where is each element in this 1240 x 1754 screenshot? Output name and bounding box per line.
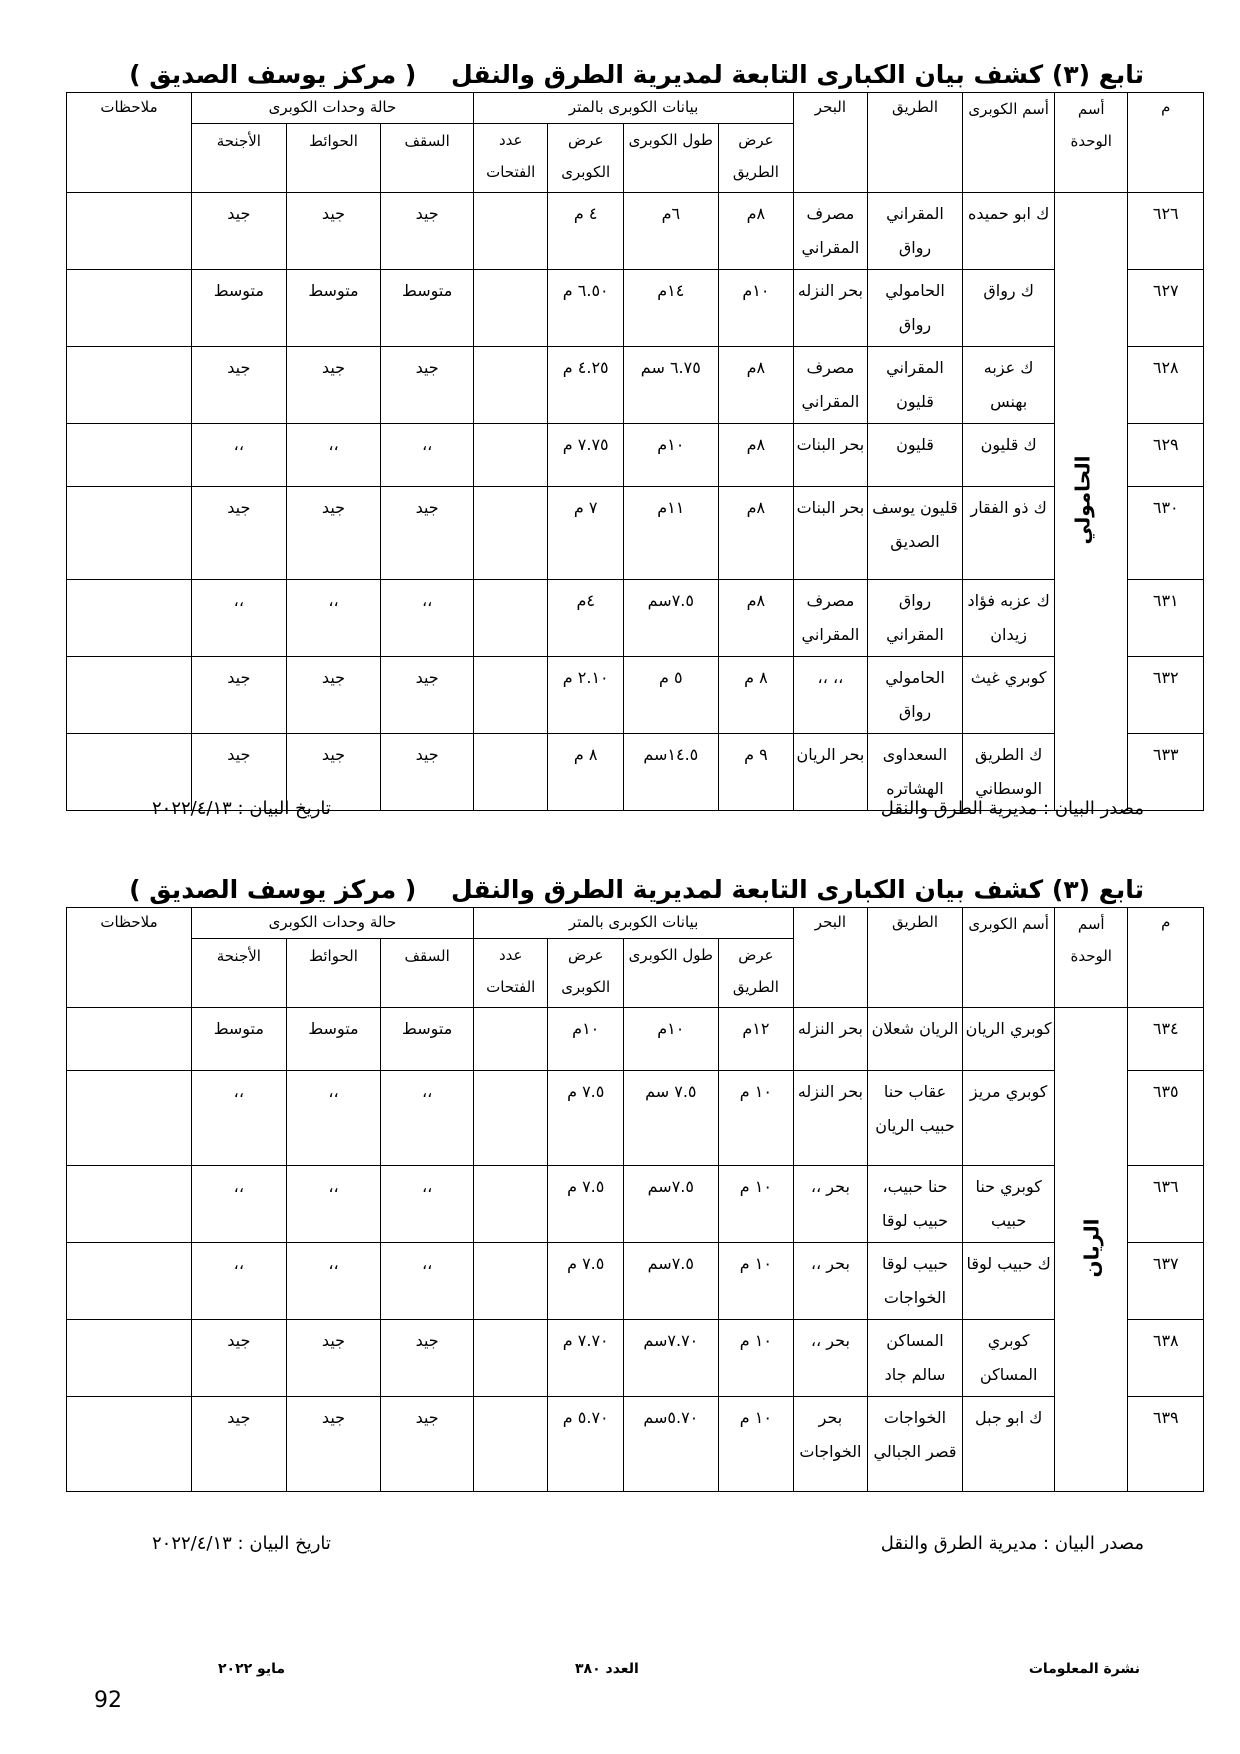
row-number-cell: ٦٣٣ — [1128, 734, 1204, 811]
notes-cell — [67, 1071, 192, 1166]
road-cell: المقراني قليون — [867, 347, 963, 424]
canal-cell: بحر الريان — [794, 734, 868, 811]
roof-condition-cell: ،، — [381, 1166, 474, 1243]
bridge-name-cell: ك ذو الفقار — [963, 487, 1055, 580]
header-bridge-name: أسم الكوبرى — [963, 908, 1055, 1008]
bridges-section-2 — [66, 875, 1204, 1555]
walls-condition-cell: جيد — [286, 347, 381, 424]
road-width-cell: ٨م — [718, 580, 794, 657]
row-number-cell: ٦٣٨ — [1128, 1320, 1204, 1397]
row-number-cell: ٦٢٨ — [1128, 347, 1204, 424]
road-width-cell: ١٠ م — [718, 1243, 794, 1320]
data-date: تاريخ البيان : ٢٠٢٢/٤/١٣ — [152, 1533, 331, 1554]
road-width-cell: ١٠ م — [718, 1320, 794, 1397]
roof-condition-cell: جيد — [381, 193, 474, 270]
row-number-cell: ٦٣٧ — [1128, 1243, 1204, 1320]
walls-condition-cell: جيد — [286, 657, 381, 734]
canal-cell: بحر النزله — [794, 1071, 868, 1166]
header-road: الطريق — [867, 93, 963, 193]
section-title-text: تابع (٣) كشف بيان الكبارى التابعة لمديرية الطرق والنقل — [451, 60, 1144, 89]
section-title — [129, 60, 1144, 89]
bridge-name-cell: كوبري حنا حبيب — [963, 1166, 1055, 1243]
bridge-name-cell: كوبري مريز — [963, 1071, 1055, 1166]
notes-cell — [67, 347, 192, 424]
road-cell: السعداوى الهشاتره — [867, 734, 963, 811]
bridge-width-cell: ٤م — [548, 580, 624, 657]
road-width-cell: ١٠ م — [718, 1397, 794, 1492]
roof-condition-cell: جيد — [381, 657, 474, 734]
roof-condition-cell: ،، — [381, 1243, 474, 1320]
bridge-length-cell: ١٤.٥سم — [623, 734, 718, 811]
bridge-width-cell: ٤ م — [548, 193, 624, 270]
header-unit: أسم الوحدة — [1054, 908, 1128, 1008]
table-row — [67, 1008, 1204, 1071]
walls-condition-cell: جيد — [286, 487, 381, 580]
table-row — [67, 1166, 1204, 1243]
table-row — [67, 580, 1204, 657]
openings-count-cell — [473, 270, 548, 347]
row-number-cell: ٦٣٥ — [1128, 1071, 1204, 1166]
notes-cell — [67, 580, 192, 657]
unit-name: الريان — [1079, 1218, 1104, 1277]
bridge-name-cell: ك رواق — [963, 270, 1055, 347]
data-source: مصدر البيان : مديرية الطرق والنقل — [880, 1533, 1144, 1554]
header-no: م — [1128, 93, 1204, 193]
road-width-cell: ١٢م — [718, 1008, 794, 1071]
header-bridge-length: طول الكوبرى — [623, 124, 718, 193]
table-row — [67, 1320, 1204, 1397]
bridge-name-cell: ك حبيب لوقا — [963, 1243, 1055, 1320]
bridge-length-cell: ٧.٥سم — [623, 1243, 718, 1320]
openings-count-cell — [473, 734, 548, 811]
road-cell: قليون — [867, 424, 963, 487]
bridge-width-cell: ٤.٢٥ م — [548, 347, 624, 424]
road-width-cell: ١٠ م — [718, 1166, 794, 1243]
header-wings: الأجنحة — [191, 124, 286, 193]
table-row — [67, 1071, 1204, 1166]
canal-cell: مصرف المقراني — [794, 347, 868, 424]
section-center-name: ( مركز يوسف الصديق ) — [129, 875, 417, 904]
row-number-cell: ٦٣٠ — [1128, 487, 1204, 580]
openings-count-cell — [473, 1243, 548, 1320]
walls-condition-cell: جيد — [286, 734, 381, 811]
road-width-cell: ٩ م — [718, 734, 794, 811]
road-cell: حبيب لوقا الخواجات — [867, 1243, 963, 1320]
bridge-width-cell: ٧.٥ م — [548, 1166, 624, 1243]
bridge-width-cell: ٥.٧٠ م — [548, 1397, 624, 1492]
issue-number: العدد ٣٨٠ — [575, 1661, 639, 1677]
road-width-cell: ١٠م — [718, 270, 794, 347]
openings-count-cell — [473, 1071, 548, 1166]
section-title-text: تابع (٣) كشف بيان الكبارى التابعة لمديرية الطرق والنقل — [451, 875, 1144, 904]
canal-cell: مصرف المقراني — [794, 193, 868, 270]
row-number-cell: ٦٢٩ — [1128, 424, 1204, 487]
road-cell: عقاب حنا حبيب الريان — [867, 1071, 963, 1166]
header-bridge-width: عرض الكوبرى — [548, 124, 624, 193]
wings-condition-cell: ،، — [191, 580, 286, 657]
header-notes: ملاحظات — [67, 93, 192, 193]
header-road: الطريق — [867, 908, 963, 1008]
unit-cell — [1054, 1008, 1128, 1492]
section-title — [129, 875, 1144, 904]
table-row — [67, 424, 1204, 487]
bridge-width-cell: ٦.٥٠ م — [548, 270, 624, 347]
bridge-width-cell: ٧.٥ م — [548, 1243, 624, 1320]
walls-condition-cell: متوسط — [286, 270, 381, 347]
bridge-width-cell: ٢.١٠ م — [548, 657, 624, 734]
openings-count-cell — [473, 487, 548, 580]
bridge-length-cell: ٧.٥سم — [623, 1166, 718, 1243]
openings-count-cell — [473, 1008, 548, 1071]
bridge-name-cell: ك عزبه بهنس — [963, 347, 1055, 424]
road-width-cell: ١٠ م — [718, 1071, 794, 1166]
page-footer — [0, 1661, 1240, 1685]
table-row — [67, 487, 1204, 580]
bridge-length-cell: ٧.٥ سم — [623, 1071, 718, 1166]
bridge-name-cell: كوبري غيث — [963, 657, 1055, 734]
wings-condition-cell: جيد — [191, 193, 286, 270]
page-number: 92 — [94, 1688, 122, 1713]
bridge-name-cell: كوبري الريان — [963, 1008, 1055, 1071]
canal-cell: بحر ،، — [794, 1320, 868, 1397]
bridges-section-1 — [66, 60, 1204, 830]
walls-condition-cell: جيد — [286, 193, 381, 270]
data-source: مصدر البيان : مديرية الطرق والنقل — [880, 798, 1144, 819]
canal-cell: مصرف المقراني — [794, 580, 868, 657]
bridge-width-cell: ٧.٧٥ م — [548, 424, 624, 487]
bridge-width-cell: ٨ م — [548, 734, 624, 811]
issue-month: مايو ٢٠٢٢ — [218, 1661, 286, 1677]
roof-condition-cell: متوسط — [381, 1008, 474, 1071]
table-row — [67, 657, 1204, 734]
canal-cell: بحر البنات — [794, 487, 868, 580]
header-canal: البحر — [794, 93, 868, 193]
table-header — [67, 93, 1204, 193]
header-wings: الأجنحة — [191, 939, 286, 1008]
walls-condition-cell: جيد — [286, 1320, 381, 1397]
roof-condition-cell: ،، — [381, 424, 474, 487]
section-center-name: ( مركز يوسف الصديق ) — [129, 60, 417, 89]
notes-cell — [67, 657, 192, 734]
wings-condition-cell: ،، — [191, 1071, 286, 1166]
roof-condition-cell: متوسط — [381, 270, 474, 347]
unit-name: الحامولي — [1070, 455, 1094, 544]
notes-cell — [67, 1243, 192, 1320]
road-width-cell: ٨م — [718, 487, 794, 580]
unit-cell — [1054, 193, 1128, 811]
wings-condition-cell: جيد — [191, 1320, 286, 1397]
notes-cell — [67, 1166, 192, 1243]
bridge-length-cell: ١٠م — [623, 1008, 718, 1071]
road-cell: الخواجات قصر الجبالي — [867, 1397, 963, 1492]
header-openings: عدد الفتحات — [473, 124, 548, 193]
header-notes: ملاحظات — [67, 908, 192, 1008]
bridge-length-cell: ٦.٧٥ سم — [623, 347, 718, 424]
notes-cell — [67, 1008, 192, 1071]
publication-name: نشرة المعلومات — [1028, 1661, 1140, 1677]
notes-cell — [67, 1397, 192, 1492]
bridge-name-cell: كوبري المساكن — [963, 1320, 1055, 1397]
wings-condition-cell: ،، — [191, 424, 286, 487]
row-number-cell: ٦٣٦ — [1128, 1166, 1204, 1243]
data-date: تاريخ البيان : ٢٠٢٢/٤/١٣ — [152, 798, 331, 819]
canal-cell: بحر النزله — [794, 270, 868, 347]
openings-count-cell — [473, 657, 548, 734]
notes-cell — [67, 424, 192, 487]
road-width-cell: ٨م — [718, 193, 794, 270]
wings-condition-cell: جيد — [191, 734, 286, 811]
walls-condition-cell: ،، — [286, 580, 381, 657]
wings-condition-cell: جيد — [191, 1397, 286, 1492]
table-row — [67, 1243, 1204, 1320]
header-condition: حالة وحدات الكوبرى — [191, 908, 473, 939]
header-unit: أسم الوحدة — [1054, 93, 1128, 193]
header-bridge-width: عرض الكوبرى — [548, 939, 624, 1008]
road-cell: الحامولي رواق — [867, 270, 963, 347]
wings-condition-cell: ،، — [191, 1243, 286, 1320]
header-bridge-data: بيانات الكوبرى بالمتر — [473, 908, 793, 939]
walls-condition-cell: ،، — [286, 1243, 381, 1320]
walls-condition-cell: ،، — [286, 1166, 381, 1243]
road-width-cell: ٨م — [718, 347, 794, 424]
bridge-name-cell: ك ابو حميده — [963, 193, 1055, 270]
bridge-length-cell: ٥.٧٠سم — [623, 1397, 718, 1492]
wings-condition-cell: جيد — [191, 487, 286, 580]
roof-condition-cell: جيد — [381, 734, 474, 811]
row-number-cell: ٦٢٦ — [1128, 193, 1204, 270]
header-bridge-name: أسم الكوبرى — [963, 93, 1055, 193]
notes-cell — [67, 193, 192, 270]
row-number-cell: ٦٣٤ — [1128, 1008, 1204, 1071]
walls-condition-cell: جيد — [286, 1397, 381, 1492]
openings-count-cell — [473, 1166, 548, 1243]
road-width-cell: ٨م — [718, 424, 794, 487]
openings-count-cell — [473, 424, 548, 487]
bridge-width-cell: ٧.٧٠ م — [548, 1320, 624, 1397]
header-roof: السقف — [381, 124, 474, 193]
row-number-cell: ٦٢٧ — [1128, 270, 1204, 347]
header-road-width: عرض الطريق — [718, 939, 794, 1008]
table-row — [67, 347, 1204, 424]
header-canal: البحر — [794, 908, 868, 1008]
road-cell: المساكن سالم جاد — [867, 1320, 963, 1397]
roof-condition-cell: جيد — [381, 1397, 474, 1492]
canal-cell: بحر النزله — [794, 1008, 868, 1071]
openings-count-cell — [473, 1397, 548, 1492]
road-cell: قليون يوسف الصديق — [867, 487, 963, 580]
road-cell: الريان شعلان — [867, 1008, 963, 1071]
header-bridge-data: بيانات الكوبرى بالمتر — [473, 93, 793, 124]
bridge-name-cell: ك عزبه فؤاد زيدان — [963, 580, 1055, 657]
walls-condition-cell: متوسط — [286, 1008, 381, 1071]
roof-condition-cell: جيد — [381, 347, 474, 424]
row-number-cell: ٦٣٩ — [1128, 1397, 1204, 1492]
wings-condition-cell: ،، — [191, 1166, 286, 1243]
canal-cell: بحر الخواجات — [794, 1397, 868, 1492]
header-walls: الحوائط — [286, 939, 381, 1008]
table-body — [67, 1008, 1204, 1492]
header-roof: السقف — [381, 939, 474, 1008]
road-cell: رواق المقراني — [867, 580, 963, 657]
canal-cell: بحر البنات — [794, 424, 868, 487]
bridges-table — [66, 907, 1204, 1492]
header-condition: حالة وحدات الكوبرى — [191, 93, 473, 124]
bridge-length-cell: ٦م — [623, 193, 718, 270]
header-openings: عدد الفتحات — [473, 939, 548, 1008]
openings-count-cell — [473, 1320, 548, 1397]
canal-cell: بحر ،، — [794, 1243, 868, 1320]
bridge-width-cell: ١٠م — [548, 1008, 624, 1071]
roof-condition-cell: جيد — [381, 487, 474, 580]
header-road-width: عرض الطريق — [718, 124, 794, 193]
road-width-cell: ٨ م — [718, 657, 794, 734]
notes-cell — [67, 487, 192, 580]
walls-condition-cell: ،، — [286, 1071, 381, 1166]
roof-condition-cell: ،، — [381, 1071, 474, 1166]
header-bridge-length: طول الكوبرى — [623, 939, 718, 1008]
canal-cell: ،، ،، — [794, 657, 868, 734]
header-walls: الحوائط — [286, 124, 381, 193]
wings-condition-cell: جيد — [191, 657, 286, 734]
road-cell: المقراني رواق — [867, 193, 963, 270]
walls-condition-cell: ،، — [286, 424, 381, 487]
bridge-length-cell: ١٠م — [623, 424, 718, 487]
wings-condition-cell: متوسط — [191, 270, 286, 347]
roof-condition-cell: جيد — [381, 1320, 474, 1397]
bridge-length-cell: ١١م — [623, 487, 718, 580]
openings-count-cell — [473, 580, 548, 657]
bridge-name-cell: ك ابو جبل — [963, 1397, 1055, 1492]
bridge-name-cell: ك قليون — [963, 424, 1055, 487]
bridge-width-cell: ٧.٥ م — [548, 1071, 624, 1166]
bridge-length-cell: ٥ م — [623, 657, 718, 734]
row-number-cell: ٦٣١ — [1128, 580, 1204, 657]
bridge-width-cell: ٧ م — [548, 487, 624, 580]
road-cell: حنا حبيب، حبيب لوقا — [867, 1166, 963, 1243]
openings-count-cell — [473, 347, 548, 424]
wings-condition-cell: جيد — [191, 347, 286, 424]
table-body — [67, 193, 1204, 811]
wings-condition-cell: متوسط — [191, 1008, 286, 1071]
roof-condition-cell: ،، — [381, 580, 474, 657]
bridges-table — [66, 92, 1204, 811]
bridge-length-cell: ٧.٥سم — [623, 580, 718, 657]
header-no: م — [1128, 908, 1204, 1008]
table-header — [67, 908, 1204, 1008]
table-row — [67, 1397, 1204, 1492]
bridge-length-cell: ٧.٧٠سم — [623, 1320, 718, 1397]
bridge-length-cell: ١٤م — [623, 270, 718, 347]
table-row — [67, 193, 1204, 270]
canal-cell: بحر ،، — [794, 1166, 868, 1243]
table-row — [67, 270, 1204, 347]
road-cell: الحامولي رواق — [867, 657, 963, 734]
notes-cell — [67, 1320, 192, 1397]
openings-count-cell — [473, 193, 548, 270]
row-number-cell: ٦٣٢ — [1128, 657, 1204, 734]
bridge-name-cell: ك الطريق الوسطاني — [963, 734, 1055, 811]
notes-cell — [67, 270, 192, 347]
